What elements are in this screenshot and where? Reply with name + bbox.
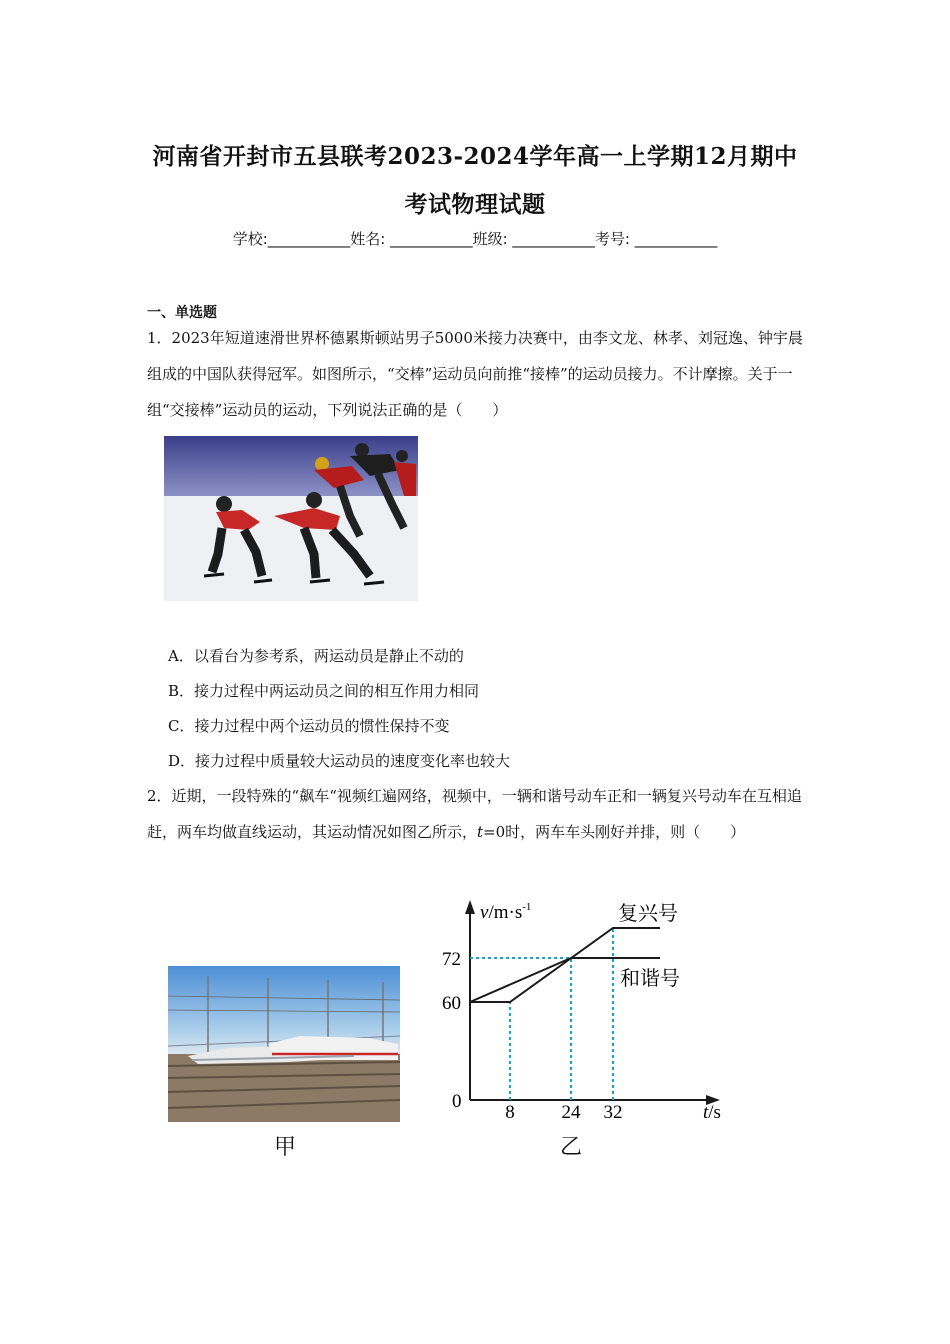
option-d: D．接力过程中质量较大运动员的速度变化率也较大 — [168, 752, 511, 770]
option-a: A．以看台为参考系，两运动员是静止不动的 — [168, 647, 464, 665]
series-line-0 — [470, 928, 660, 1002]
caption-jia: 甲 — [274, 1135, 297, 1160]
caption-yi: 乙 — [560, 1135, 583, 1160]
option-c: C．接力过程中两个运动员的惯性保持不变 — [168, 717, 450, 735]
section-heading: 一、单选题 — [147, 305, 217, 321]
question-2-text — [147, 778, 811, 850]
question-1-text: 1．2023年短道速滑世界杯德累斯顿站男子5000米接力决赛中，由李文龙、林孝、刘冠逸、钟宇晨组成的中国队获得冠军。如图所示，“交棒”运动员向前推“接棒”的运动员接力。不计摩擦。关于一组“交接棒”运动员的运动，下列说法正确的是（ ） — [147, 329, 803, 419]
x-tick-label-1: 24 — [561, 1102, 581, 1123]
series-label-1: 和谐号 — [620, 966, 680, 990]
page-title-line2: 考试物理试题 — [404, 191, 546, 218]
question-2-text-after: 时，两车车头刚好并排，则（ ） — [505, 823, 746, 841]
option-b: B．接力过程中两运动员之间的相互作用力相同 — [168, 682, 480, 700]
x-axis-label-var: t — [703, 1102, 709, 1123]
formula-t-var: t — [477, 823, 484, 841]
x-tick-label-0: 8 — [505, 1102, 515, 1123]
x-axis-label-unit: /s — [708, 1102, 721, 1123]
formula-t-rest: =0 — [483, 823, 506, 841]
y-axis-label — [480, 901, 531, 923]
page-title-line1: 河南省开封市五县联考2023-2024学年高一上学期12月期中 — [152, 143, 798, 170]
student-info-line: 学校:___________姓名: ___________班级: ___________考号: ___________ — [232, 230, 718, 248]
series-label-0: 复兴号 — [618, 901, 678, 925]
trains-photo — [168, 966, 400, 1122]
y-tick-label-0: 60 — [442, 993, 461, 1014]
x-axis-label — [703, 1102, 721, 1123]
velocity-time-graph — [430, 890, 750, 1130]
y-axis-label-exp: -1 — [522, 901, 532, 913]
y-axis-label-unit: /m·s — [488, 902, 523, 923]
question-2-text-before: 2．近期，一段特殊的“飙车“视频红遍网络，视频中，一辆和谐号动车正和一辆复兴号动车在互相追赶，两车均做直线运动，其运动情况如图乙所示， — [147, 787, 802, 841]
x-tick-label-2: 32 — [603, 1102, 623, 1123]
y-axis-label-var: v — [480, 902, 489, 923]
origin-label: 0 — [452, 1091, 462, 1112]
y-axis-arrow — [465, 900, 475, 914]
y-tick-label-1: 72 — [442, 949, 461, 970]
skaters-photo — [164, 436, 418, 601]
